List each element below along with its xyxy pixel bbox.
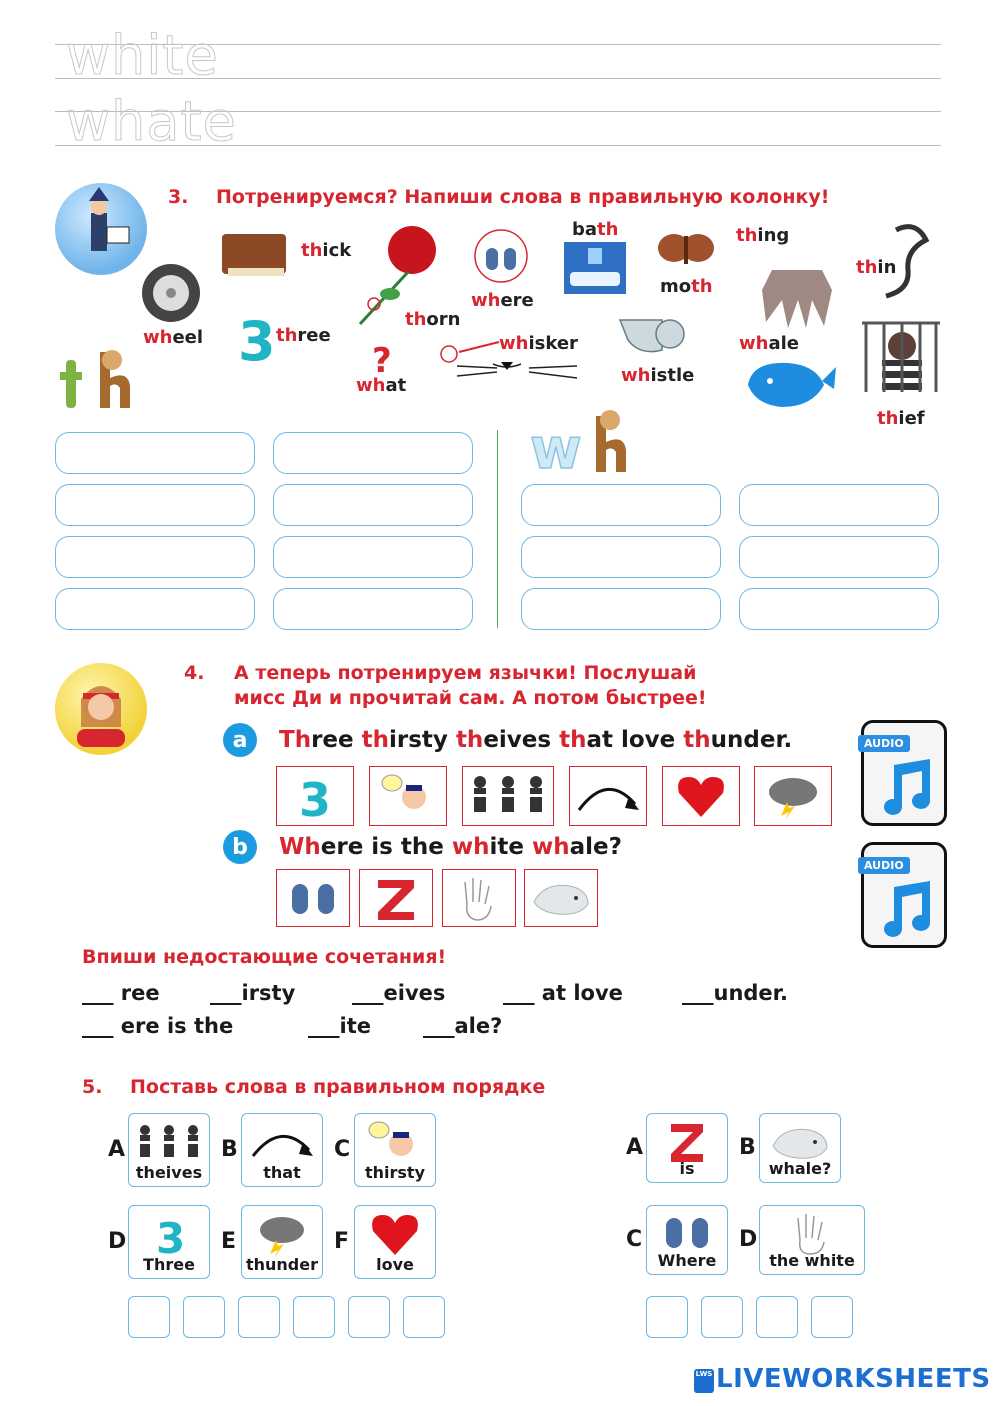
word-card-label: whale?: [768, 1159, 832, 1178]
audio-player-b[interactable]: [861, 842, 947, 948]
word-card-thunder[interactable]: [241, 1205, 323, 1279]
word-card-that[interactable]: [241, 1113, 323, 1187]
order-answer-box[interactable]: [293, 1296, 335, 1338]
word-whisker: whisker: [499, 333, 578, 354]
option-letter: C: [626, 1227, 643, 1252]
option-letter: D: [739, 1227, 758, 1252]
wheel-icon: [140, 262, 202, 324]
binoculars-icon: [647, 1212, 727, 1256]
word-thief: thief: [877, 408, 925, 429]
blank-eives[interactable]: ___eives: [352, 981, 446, 1005]
order-answer-box[interactable]: [128, 1296, 170, 1338]
thing-hand-icon: [752, 250, 842, 330]
wh-answer-box[interactable]: [521, 484, 721, 526]
exercise-3-number: 3.: [168, 186, 189, 208]
moth-icon: [656, 226, 716, 272]
fill-in-title: Впиши недостающие сочетания!: [82, 946, 447, 968]
word-where: where: [471, 290, 534, 311]
word-card-where[interactable]: [646, 1205, 728, 1275]
word-card-label: is: [679, 1159, 695, 1178]
part-b-badge: b: [223, 830, 257, 864]
word-card-label: theives: [135, 1163, 203, 1182]
th-answer-box[interactable]: [273, 536, 473, 578]
exercise-4-instruction-line2: мисс Ди и прочитай сам. А потом быстрее!: [234, 687, 707, 709]
exercise-3-instruction: Потренируемся? Напиши слова в правильную колонку!: [216, 186, 830, 208]
thieves-icon: [129, 1120, 209, 1164]
order-answer-box[interactable]: [348, 1296, 390, 1338]
storm-cloud-card: [754, 766, 832, 826]
arrow-icon: [242, 1120, 322, 1164]
music-note-icon: [874, 757, 936, 817]
svg-text:?: ?: [372, 341, 392, 376]
tongue-twister-a: Three thirsty theives that love thunder.: [279, 727, 793, 753]
trace-word-whate: whate: [66, 90, 237, 153]
binoculars-icon: [473, 228, 529, 284]
th-answer-box[interactable]: [273, 484, 473, 526]
order-answer-box[interactable]: [646, 1296, 688, 1338]
book-icon: [218, 228, 290, 280]
number-three-icon: [129, 1212, 209, 1256]
wh-answer-box[interactable]: [521, 536, 721, 578]
th-answer-box[interactable]: [55, 536, 255, 578]
word-thing: thing: [736, 225, 790, 246]
svg-text:3: 3: [156, 1214, 186, 1257]
storm-cloud-icon: [242, 1212, 322, 1256]
word-moth: moth: [660, 276, 713, 297]
word-card-label: thunder: [245, 1255, 318, 1274]
number-three-icon: [236, 308, 272, 366]
th-answer-box[interactable]: [55, 432, 255, 474]
svg-text:3: 3: [238, 310, 272, 366]
audio-player-a[interactable]: [861, 720, 947, 826]
order-answer-box[interactable]: [811, 1296, 853, 1338]
option-letter: C: [334, 1137, 351, 1162]
three-card: [276, 766, 354, 826]
beluga-whale-icon: [760, 1120, 840, 1164]
wh-answer-box[interactable]: [739, 588, 939, 630]
th-answer-box[interactable]: [273, 432, 473, 474]
trace-word-white: white: [66, 24, 219, 87]
music-note-icon: [874, 879, 936, 939]
word-card-label: that: [263, 1163, 301, 1182]
word-card-label: the white: [769, 1251, 855, 1270]
svg-text:w: w: [530, 417, 582, 476]
word-bath: bath: [572, 219, 619, 240]
word-three: three: [276, 325, 331, 346]
option-letter: D: [108, 1229, 127, 1254]
word-card-label: love: [376, 1255, 414, 1274]
letter-z-icon: [647, 1120, 727, 1164]
word-card-the-white[interactable]: [759, 1205, 865, 1275]
order-answer-box[interactable]: [756, 1296, 798, 1338]
whistle-icon: [614, 310, 690, 358]
option-letter: B: [221, 1137, 238, 1162]
order-answer-box[interactable]: [183, 1296, 225, 1338]
white-hand-card: [442, 869, 516, 927]
letter-z-card: [359, 869, 433, 927]
thieves-card: [462, 766, 554, 826]
brand-name: LIVEWORKSHEETS: [716, 1364, 991, 1394]
blank-ale[interactable]: ___ale?: [423, 1014, 503, 1038]
order-answer-box[interactable]: [701, 1296, 743, 1338]
thirsty-boy-icon: [355, 1120, 435, 1164]
word-card-label: thirsty: [364, 1163, 425, 1182]
option-letter: B: [739, 1135, 756, 1160]
audio-label: AUDIO: [858, 735, 910, 752]
beluga-whale-card: [524, 869, 598, 927]
svg-text:3: 3: [299, 773, 332, 822]
thirsty-boy-card: [369, 766, 447, 826]
white-hand-icon: [760, 1212, 864, 1256]
blank-ree[interactable]: ___ ree: [82, 981, 160, 1005]
audio-label: AUDIO: [858, 857, 910, 874]
word-card-is[interactable]: [646, 1113, 728, 1183]
heart-icon: [355, 1212, 435, 1256]
th-answer-box[interactable]: [273, 588, 473, 630]
word-thorn: thorn: [405, 309, 461, 330]
heart-card: [662, 766, 740, 826]
word-card-whale[interactable]: [759, 1113, 841, 1183]
wizard-avatar: [55, 183, 147, 275]
bathroom-icon: [564, 242, 626, 294]
word-thin: thin: [856, 257, 897, 278]
whale-icon: [742, 345, 838, 417]
column-divider: [497, 430, 498, 628]
blank-at-love[interactable]: ___ at love: [503, 981, 623, 1005]
option-letter: E: [221, 1229, 237, 1254]
question-mark-icon: [370, 340, 396, 376]
thief-in-jail-icon: [862, 320, 940, 394]
part-a-badge: a: [223, 723, 257, 757]
blank-ite[interactable]: ___ite: [308, 1014, 371, 1038]
binoculars-card: [276, 869, 350, 927]
wh-answer-box[interactable]: [739, 484, 939, 526]
option-letter: F: [334, 1229, 350, 1254]
word-card-thirsty[interactable]: [354, 1113, 436, 1187]
th-letters-icon: [58, 346, 150, 412]
word-whale: whale: [739, 333, 799, 354]
wh-answer-box[interactable]: [521, 588, 721, 630]
exercise-4-number: 4.: [184, 662, 205, 684]
exercise-4-instruction-line1: А теперь потренируем язычки! Послушай: [234, 662, 697, 684]
word-card-love[interactable]: [354, 1205, 436, 1279]
word-card-three[interactable]: [128, 1205, 210, 1279]
wh-answer-box[interactable]: [739, 536, 939, 578]
word-what: what: [356, 375, 407, 396]
arrow-card: [569, 766, 647, 826]
exercise-5-number: 5.: [82, 1076, 103, 1098]
wh-letters-icon: [528, 402, 640, 476]
word-thick: thick: [301, 240, 352, 261]
word-card-label: Where: [657, 1251, 717, 1270]
tongue-twister-b: Where is the white whale?: [279, 834, 622, 860]
blank-irsty[interactable]: ___irsty: [210, 981, 296, 1005]
order-answer-box[interactable]: [403, 1296, 445, 1338]
exercise-5-instruction: Поставь слова в правильном порядке: [130, 1076, 546, 1098]
word-card-label: Three: [143, 1255, 195, 1274]
teacher-avatar: [55, 663, 147, 755]
option-letter: A: [108, 1137, 126, 1162]
blank-under[interactable]: ___under.: [682, 981, 789, 1005]
word-wheel: wheel: [143, 327, 204, 348]
th-answer-box[interactable]: [55, 484, 255, 526]
word-card-theives[interactable]: [128, 1113, 210, 1187]
blank-ere-is-the[interactable]: ___ ere is the: [82, 1014, 234, 1038]
th-answer-box[interactable]: [55, 588, 255, 630]
word-whistle: whistle: [621, 365, 695, 386]
order-answer-box[interactable]: [238, 1296, 280, 1338]
brand-logo-icon: LWS: [694, 1369, 714, 1393]
option-letter: A: [626, 1135, 644, 1160]
